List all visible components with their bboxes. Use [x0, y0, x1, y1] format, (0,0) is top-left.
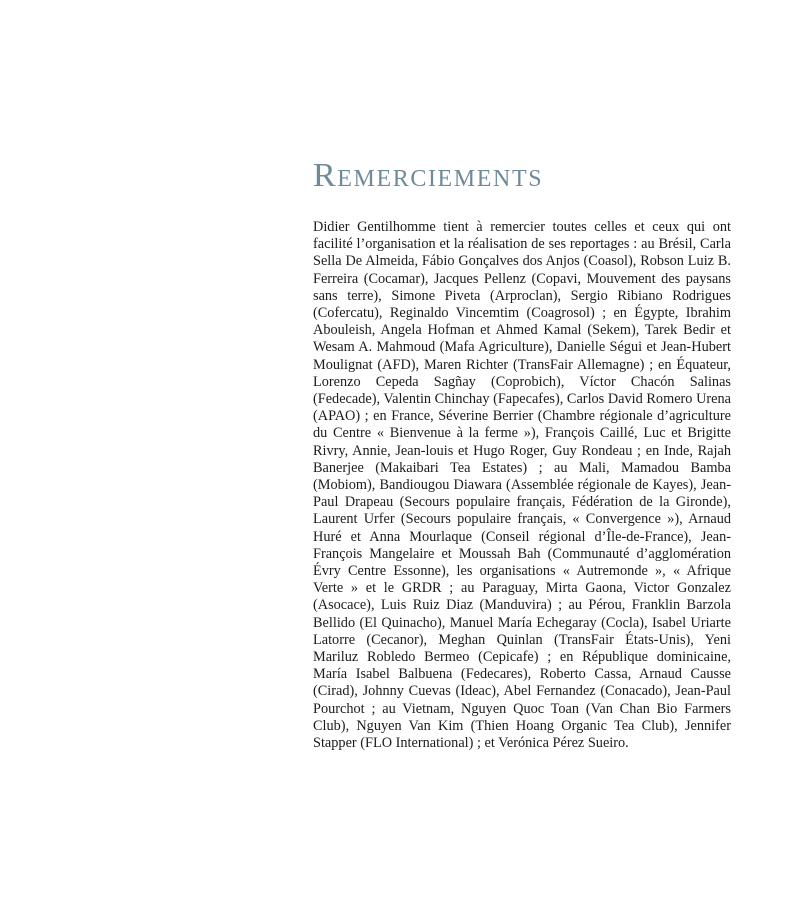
- page-title: Remerciements: [313, 157, 544, 194]
- acknowledgements-paragraph: Didier Gentilhomme tient à remercier toutes celles et ceux qui ont facilité l’organisation et la réalisation de ses reportages : au Brésil, Carla Sella De Almeida, Fábio Gonçalves dos Anjos (Coasol), Robson Luiz B. Ferreira (Cocamar), Jacques Pellenz (Copavi, Mouvement des paysans sans terre), Simone Piveta (Arproclan), Sergio Ribiano Rodrigues (Cofercatu), Reginaldo Vincemtim (Coagrosol) ; en Égypte, Ibrahim Abouleish, Angela Hofman et Ahmed Kamal (Sekem), Tarek Bedir et Wesam A. Mahmoud (Mafa Agriculture), Danielle Ségui et Jean-Hubert Moulignat (AFD), Maren Richter (TransFair Allemagne) ; en Équateur, Lorenzo Cepeda Sagñay (Coprobich), Víctor Chacón Salinas (Fedecade), Valentin Chinchay (Fapecafes), Carlos David Romero Urena (APAO) ; en France, Séverine Berrier (Chambre régionale d’agriculture du Centre « Bienvenue à la ferme »), François Caillé, Luc et Brigitte Rivry, Annie, Jean-louis et Hugo Roger, Guy Rondeau ; en Inde, Rajah Banerjee (Makaibari Tea Estates) ; au Mali, Mamadou Bamba (Mobiom), Bandiougou Diawara (Assemblée régionale de Kayes), Jean-Paul Drapeau (Secours populaire français, Fédération de la Gironde), Laurent Urfer (Secours populaire français, « Convergence »), Arnaud Huré et Anna Mourlaque (Conseil régional d’Île-de-France), Jean-François Mangelaire et Moussah Bah (Communauté d’agglomération Évry Centre Essonne), les organisations « Autremonde », « Afrique Verte » et le GRDR ; au Paraguay, Mirta Gaona, Victor Gonzalez (Asocace), Luis Ruiz Diaz (Manduvira) ; au Pérou, Franklin Barzola Bellido (El Quinacho), Manuel María Echegaray (Cocla), Isabel Uriarte Latorre (Cecanor), Meghan Quinlan (TransFair États-Unis), Yeni Mariluz Robledo Bermeo (Cepicafe) ; en République dominicaine, María Isabel Balbuena (Fedecares), Roberto Cassa, Arnaud Causse (Cirad), Johnny Cuevas (Ideac), Abel Fernandez (Conacado), Jean-Paul Pourchot ; au Vietnam, Nguyen Quoc Toan (Van Chan Bio Farmers Club), Nguyen Van Kim (Thien Hoang Organic Tea Club), Jennifer Stapper (FLO International) ; et Verónica Pérez Sueiro.: [313, 219, 731, 752]
